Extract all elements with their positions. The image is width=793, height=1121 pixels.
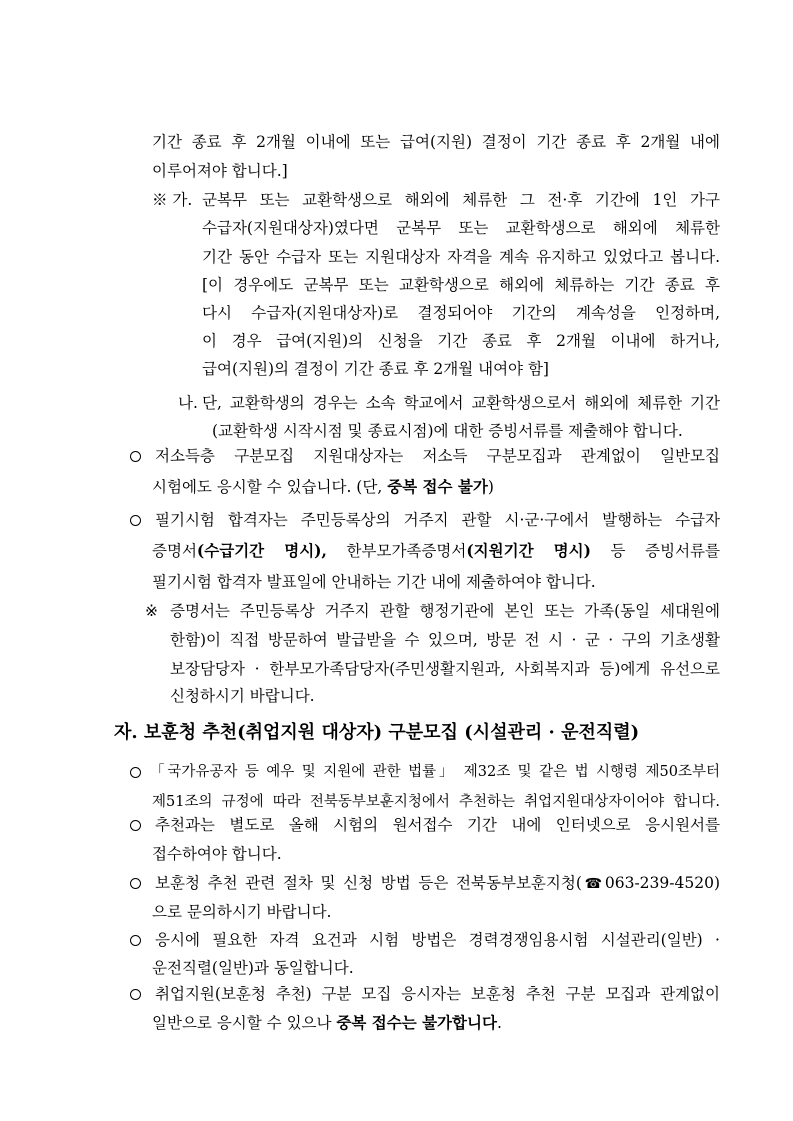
note-ga-line-2: 수급자(지원대상자)였다면 군복무 또는 교환학생으로 해외에 체류한 <box>202 219 720 237</box>
duplicate-line-1: 취업지원(보훈청 추천) 구분 모집 응시자는 보훈청 추천 구분 모집과 관계없이 <box>155 985 720 1003</box>
requirements-line-1: 응시에 필요한 자격 요건과 시험 방법은 경력경쟁임용시험 시설관리(일반) · <box>155 931 720 949</box>
inquiry-line-2: 으로 문의하시기 바랍니다. <box>152 903 332 921</box>
note-ga-line-7: 급여(지원)의 결정이 기간 종료 후 2개월 내여야 함] <box>202 360 549 378</box>
bullet-circle-icon <box>130 767 141 778</box>
note-ga-line-3: 기간 동안 수급자 또는 지원대상자 자격을 계속 유지하고 있었다고 봅니다. <box>202 248 720 266</box>
note-ga-line-4: [이 경우에도 군복무 또는 교환학생으로 해외에 체류하는 기간 종료 후 <box>202 276 720 294</box>
section-title: 자. 보훈청 추천(취업지원 대상자) 구분모집 (시설관리 · 운전직렬) <box>114 722 640 743</box>
bullet-circle-icon <box>130 989 141 1000</box>
cert-line-1: 필기시험 합격자는 주민등록상의 거주지 관할 시·군·구에서 발행하는 수급자 <box>155 511 720 529</box>
application-line-1: 추천과는 별도로 올해 시험의 원서접수 기간 내에 인터넷으로 응시원서를 <box>155 816 720 834</box>
note-marker-na: 나. <box>178 394 198 412</box>
cert-line-2: 증명서(수급기간 명시), 한부모가족증명서(지원기간 명시) 등 증빙서류를 <box>152 541 720 560</box>
application-line-2: 접수하여야 합니다. <box>152 845 282 863</box>
bullet-circle-icon <box>130 878 141 889</box>
inquiry-line-1: 보훈청 추천 관련 절차 및 신청 방법 등은 전북동부보훈지청(☎063-239-4520) <box>155 874 720 892</box>
cert-note-line-2: 한함)이 직접 방문하여 발급받을 수 있으며, 방문 전 시 · 군 · 구의 기초생활 <box>170 631 720 649</box>
bullet-circle-icon <box>130 935 141 946</box>
intro-line-1: 기간 종료 후 2개월 이내에 또는 급여(지원) 결정이 기간 종료 후 2개월 내에 <box>152 133 720 151</box>
bullet-circle-icon <box>130 451 141 462</box>
bullet-circle-icon <box>130 820 141 831</box>
bullet-circle-icon <box>130 515 141 526</box>
note-ga-line-1: 군복무 또는 교환학생으로 해외에 체류한 그 전·후 기간에 1인 가구 <box>202 191 720 209</box>
cert-note-line-3: 보장담당자 · 한부모가족담당자(주민생활지원과, 사회복지과 등)에게 유선으로 <box>170 660 720 678</box>
duplicate-line-2: 일반으로 응시할 수 있으나 중복 접수는 불가합니다. <box>152 1013 502 1032</box>
cert-note-line-4: 신청하시기 바랍니다. <box>170 687 315 705</box>
veteran-law-line-1: 「국가유공자 등 예우 및 지원에 관한 법률」 제32조 및 같은 법 시행령 제50조부터 <box>150 764 720 780</box>
phone-icon: ☎ <box>581 876 605 892</box>
veteran-law-line-2: 제51조의 규정에 따라 전북동부보훈지청에서 추천하는 취업지원대상자이어야 합니다. <box>152 794 720 810</box>
low-income-line-2: 시험에도 응시할 수 있습니다. (단, 중복 접수 불가) <box>152 477 494 496</box>
cert-note-line-1: 증명서는 주민등록상 거주지 관할 행정기관에 본인 또는 가족(동일 세대원에 <box>170 602 720 620</box>
low-income-line-1: 저소득층 구분모집 지원대상자는 저소득 구분모집과 관계없이 일반모집 <box>155 447 720 465</box>
note-marker-cert: ※ <box>145 602 158 620</box>
note-ga-line-5: 다시 수급자(지원대상자)로 결정되어야 기간의 계속성을 인정하며, <box>202 304 720 322</box>
cert-line-3: 필기시험 합격자 발표일에 안내하는 기간 내에 제출하여야 합니다. <box>152 573 596 591</box>
requirements-line-2: 운전직렬(일반)과 동일합니다. <box>152 959 354 977</box>
note-na-line-2: (교환학생 시작시점 및 종료시점)에 대한 증빙서류를 제출해야 합니다. <box>212 422 683 440</box>
note-marker-ga: ※ 가. <box>152 191 193 209</box>
note-na-line-1: 단, 교환학생의 경우는 소속 학교에서 교환학생으로서 해외에 체류한 기간 <box>202 394 720 412</box>
note-ga-line-6: 이 경우 급여(지원)의 신청을 기간 종료 후 2개월 이내에 하거나, <box>202 332 720 350</box>
intro-line-2: 이루어져야 합니다.] <box>152 162 288 180</box>
